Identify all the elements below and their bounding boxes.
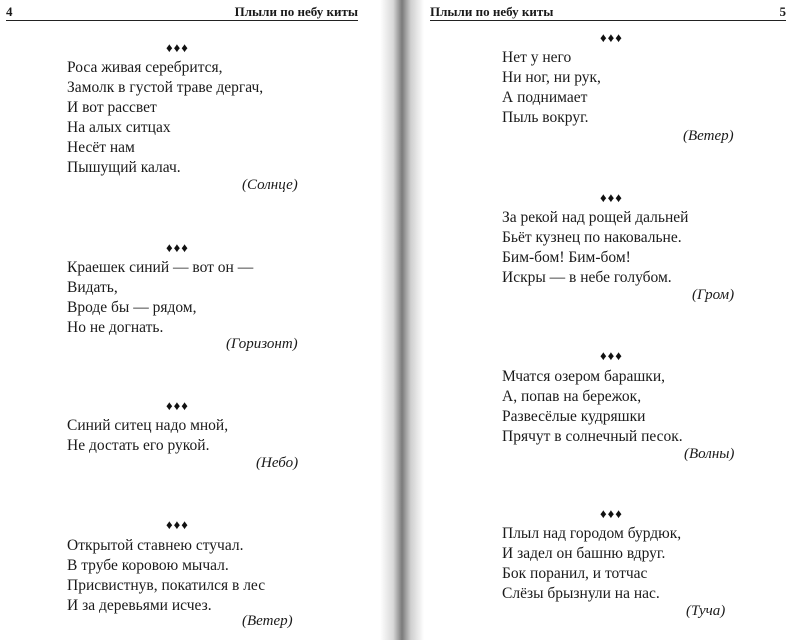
left-running-title: Плыли по небу киты: [234, 4, 358, 19]
separator-diamonds: ♦♦♦: [600, 30, 623, 45]
riddle-line: Бьёт кузнец по наковальне.: [502, 229, 682, 246]
riddle-answer: (Гром): [692, 287, 735, 303]
riddle-line: А, попав на бережок,: [502, 388, 642, 405]
riddle-line: И вот рассвет: [67, 99, 157, 116]
riddle-answer: (Горизонт): [226, 336, 298, 352]
separator-diamonds: ♦♦♦: [166, 240, 189, 255]
riddle-line: На алых ситцах: [67, 119, 171, 136]
riddle-line: Видать,: [67, 279, 118, 296]
riddle-wind-left: [67, 536, 265, 616]
left-page-header: [6, 2, 358, 21]
separator-diamonds: ♦♦♦: [600, 506, 623, 521]
riddle-answer: (Туча): [686, 603, 726, 619]
right-page-number: 5: [779, 4, 786, 19]
riddle-answer: (Ветер): [683, 128, 734, 144]
separator-diamonds: ♦♦♦: [600, 348, 623, 363]
riddle-line: Вроде бы — рядом,: [67, 299, 197, 316]
riddle-line: Пышущий калач.: [67, 159, 181, 176]
riddle-line: Плыл над городом бурдюк,: [502, 525, 682, 542]
riddle-line: Слёзы брызнули на нас.: [502, 585, 660, 602]
book-gutter: [380, 0, 424, 640]
riddle-line: Но не догнать.: [67, 319, 164, 336]
riddle-line: Роса живая серебрится,: [67, 59, 223, 76]
riddle-line: Пыль вокруг.: [502, 109, 589, 126]
separator-diamonds: ♦♦♦: [600, 190, 623, 205]
riddle-answer: (Солнце): [242, 177, 298, 193]
riddle-answer: (Небо): [256, 455, 299, 471]
riddle-line: А поднимает: [502, 89, 588, 106]
right-page-header: [430, 2, 786, 21]
riddle-line: Краешек синий — вот он —: [67, 259, 254, 276]
riddle-thunder: [502, 208, 688, 288]
riddle-answer: (Ветер): [242, 613, 293, 629]
riddle-line: За рекой над рощей дальней: [502, 209, 689, 226]
left-page-number: 4: [6, 4, 13, 19]
riddle-sky: [67, 416, 228, 456]
riddle-line: В трубе коровою мычал.: [67, 557, 229, 574]
riddle-sun: [67, 58, 263, 178]
separator-diamonds: ♦♦♦: [166, 517, 189, 532]
riddle-line: И задел он башню вдруг.: [502, 545, 666, 562]
riddle-line: Замолк в густой траве дергач,: [67, 79, 264, 96]
riddle-line: Мчатся озером барашки,: [502, 368, 665, 385]
riddle-line: Искры — в небе голубом.: [502, 269, 672, 286]
separator-diamonds: ♦♦♦: [166, 398, 189, 413]
riddle-cloud: [502, 524, 681, 604]
riddle-line: Присвистнув, покатился в лес: [67, 577, 266, 594]
riddle-line: Прячут в солнечный песок.: [502, 428, 683, 445]
riddle-line: Ни ног, ни рук,: [502, 69, 601, 86]
riddle-wind-right: [502, 48, 601, 128]
riddle-line: Бок поранил, и тотчас: [502, 565, 648, 582]
riddle-horizon: [67, 258, 253, 338]
riddle-line: Не достать его рукой.: [67, 437, 210, 454]
riddle-line: Открытой ставнею стучал.: [67, 537, 244, 554]
right-running-title: Плыли по небу киты: [430, 4, 554, 19]
riddle-waves: [502, 367, 683, 447]
riddle-line: Бим-бом! Бим-бом!: [502, 249, 631, 266]
separator-diamonds: ♦♦♦: [166, 40, 189, 55]
riddle-line: Нет у него: [502, 49, 572, 66]
riddle-answer: (Волны): [684, 446, 735, 462]
riddle-line: И за деревьями исчез.: [67, 597, 212, 614]
riddle-line: Развесёлые кудряшки: [502, 408, 646, 425]
riddle-line: Синий ситец надо мной,: [67, 417, 229, 434]
riddle-line: Несёт нам: [67, 139, 135, 156]
